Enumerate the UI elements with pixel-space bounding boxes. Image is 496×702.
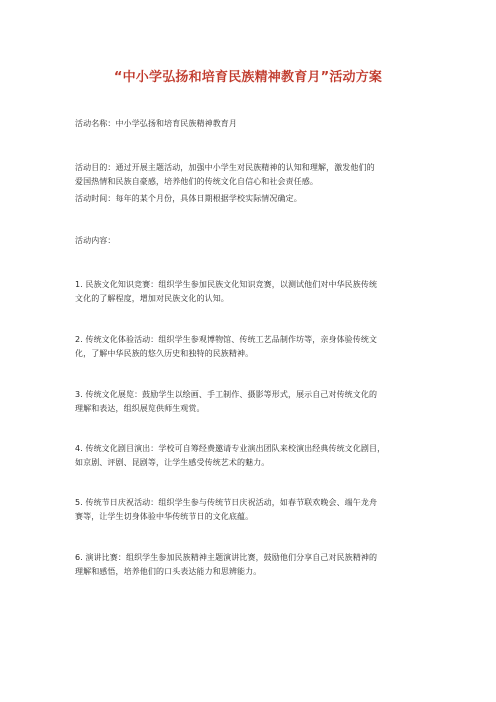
activity-name-paragraph <box>75 117 427 131</box>
document-title: “中小学弘扬和培育民族精神教育月”活动方案 <box>113 70 383 85</box>
paragraph-line: 活动时间：每年的某个月份，具体日期根据学校实际情况确定。 <box>75 194 302 203</box>
paragraph-line: 活动目的：通过开展主题活动，加强中小学生对民族精神的认知和理解，激发他们的 <box>75 163 375 172</box>
paragraph-line: 1. 民族文化知识竞赛：组织学生参加民族文化知识竞赛，以测试他们对中华民族传统 <box>75 280 378 289</box>
paragraph-line: 6. 演讲比赛：组织学生参加民族精神主题演讲比赛，鼓励他们分享自己对民族精神的 <box>75 553 378 562</box>
paragraph-line: 3. 传统文化展览：鼓励学生以绘画、手工制作、摄影等形式，展示自己对传统文化的 <box>75 390 378 399</box>
content-item-6 <box>75 551 427 579</box>
paragraph-line: 活动内容： <box>75 236 116 245</box>
paragraph-line: 赛等，让学生切身体验中华传统节日的文化底蕴。 <box>75 512 254 521</box>
content-item-5 <box>75 496 427 524</box>
time-paragraph <box>75 192 427 206</box>
paragraph-line: 如京剧、评剧、昆剧等，让学生感受传统艺术的魅力。 <box>75 458 270 467</box>
paragraph-line: 4. 传统文化剧目演出：学校可自筹经费邀请专业演出团队来校演出经典传统文化剧目， <box>75 444 386 453</box>
paragraph-line: 文化的了解程度，增加对民族文化的认知。 <box>75 294 229 303</box>
content-item-3 <box>75 388 427 416</box>
purpose-paragraph <box>75 161 427 189</box>
content-heading <box>75 234 427 248</box>
paragraph-line: 化，了解中华民族的悠久历史和独特的民族精神。 <box>75 349 254 358</box>
paragraph-line: 爱国热情和民族自豪感，培养他们的传统文化自信心和社会责任感。 <box>75 177 318 186</box>
paragraph-line: 理解和感悟，培养他们的口头表达能力和思辨能力。 <box>75 567 262 576</box>
content-item-4 <box>75 442 427 470</box>
content-item-2 <box>75 333 427 361</box>
paragraph-line: 2. 传统文化体验活动：组织学生参观博物馆、传统工艺品制作坊等，亲身体验传统文 <box>75 335 378 344</box>
paragraph-line: 5. 传统节日庆祝活动：组织学生参与传统节日庆祝活动，如春节联欢晚会、端午龙舟 <box>75 498 378 507</box>
paragraph-line: 理解和表达，组织展览供师生观赏。 <box>75 404 205 413</box>
paragraph-line: 活动名称：中小学弘扬和培育民族精神教育月 <box>75 119 237 128</box>
content-item-1 <box>75 278 427 306</box>
